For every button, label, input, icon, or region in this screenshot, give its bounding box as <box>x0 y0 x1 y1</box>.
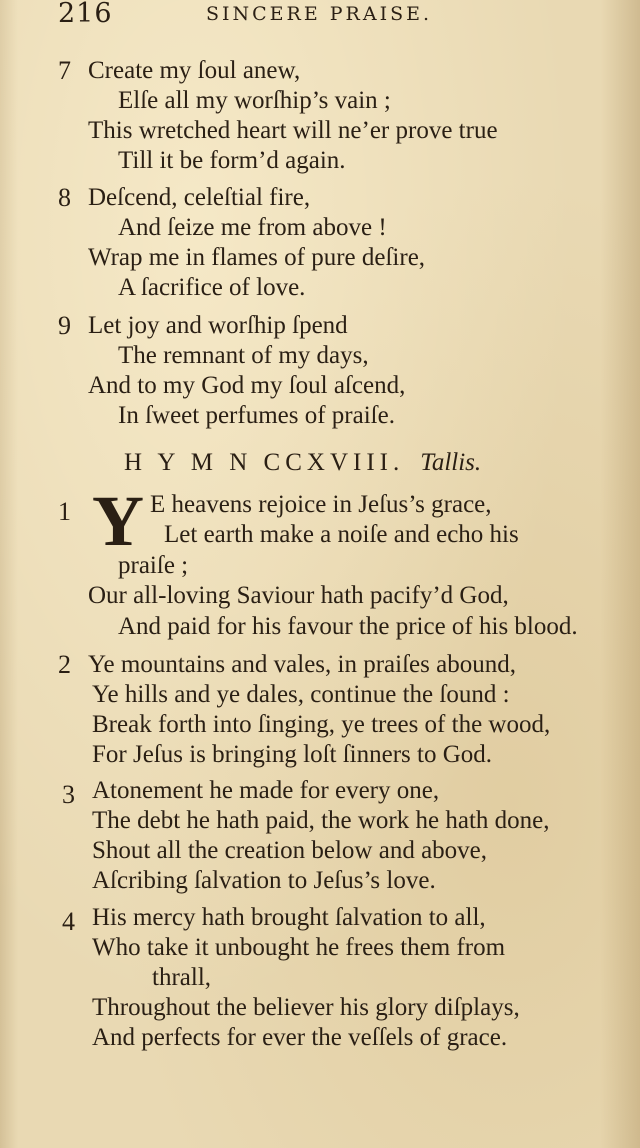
verse-line: Aſcribing ſalvation to Jeſus’s love. <box>92 867 436 894</box>
page-header <box>0 0 640 32</box>
verse-line: And ſeize me from above ! <box>118 214 387 241</box>
verse-line: thrall, <box>152 964 212 991</box>
running-title: SINCERE PRAISE. <box>206 3 433 25</box>
verse-line: And to my God my ſoul aſcend, <box>88 372 406 399</box>
verse-line: Wrap me in flames of pure deſire, <box>88 244 426 271</box>
verse-line: Atonement he made for every one, <box>92 777 440 804</box>
verse-line: The debt he hath paid, the work he hath done, <box>92 807 550 834</box>
verse-line: praiſe ; <box>118 552 189 579</box>
verse-line: Shout all the creation below and above, <box>92 837 488 864</box>
verse-line: Break forth into ſinging, ye trees of the wood, <box>92 711 551 738</box>
verse-number: 1 <box>58 497 71 526</box>
verse-line: His mercy hath brought ſalvation to all, <box>92 904 486 931</box>
verse-line: Ye mountains and vales, in praiſes abound, <box>88 651 516 678</box>
verse-number: 3 <box>62 780 75 809</box>
verse-line: Till it be form’d again. <box>118 147 346 174</box>
hymn-heading: H Y M N CCXVIII. <box>124 449 405 476</box>
verse-line: And paid for his favour the price of his blood. <box>118 613 578 640</box>
tune-name: Tallis. <box>420 449 482 476</box>
verse-line: This wretched heart will ne’er prove true <box>88 117 498 144</box>
verse-number: 9 <box>58 311 71 340</box>
verse-line: A ſacrifice of love. <box>118 274 306 301</box>
verse-number: 8 <box>58 183 71 212</box>
verse-line: Let earth make a noiſe and echo his <box>164 521 519 548</box>
verse-line: Elſe all my worſhip’s vain ; <box>118 87 391 114</box>
verse-line: Our all-loving Saviour hath pacify’d God, <box>88 582 509 609</box>
verse-number: 2 <box>58 650 71 679</box>
verse-line: In ſweet perfumes of praiſe. <box>118 402 395 429</box>
verse-line: Who take it unbought he frees them from <box>92 934 506 961</box>
verse-line: Throughout the believer his glory diſplays, <box>92 994 520 1021</box>
verse-line: E heavens rejoice in Jeſus’s grace, <box>150 491 492 518</box>
verse-line: Deſcend, celeſtial fire, <box>88 184 311 211</box>
page-number: 216 <box>58 0 113 29</box>
verse-line: And perfects for ever the veſſels of grace. <box>92 1024 508 1051</box>
verse-line: Ye hills and ye dales, continue the ſound : <box>92 681 510 708</box>
hymn-title <box>124 448 481 478</box>
verse-line: Create my ſoul anew, <box>88 57 301 84</box>
verse-number: 4 <box>62 907 75 936</box>
verse-line: The remnant of my days, <box>118 342 369 369</box>
verse-line: Let joy and worſhip ſpend <box>88 312 348 339</box>
verse-line: For Jeſus is bringing loſt ſinners to God. <box>92 741 492 768</box>
verse-number: 7 <box>58 56 71 85</box>
drop-cap: Y <box>92 481 144 561</box>
